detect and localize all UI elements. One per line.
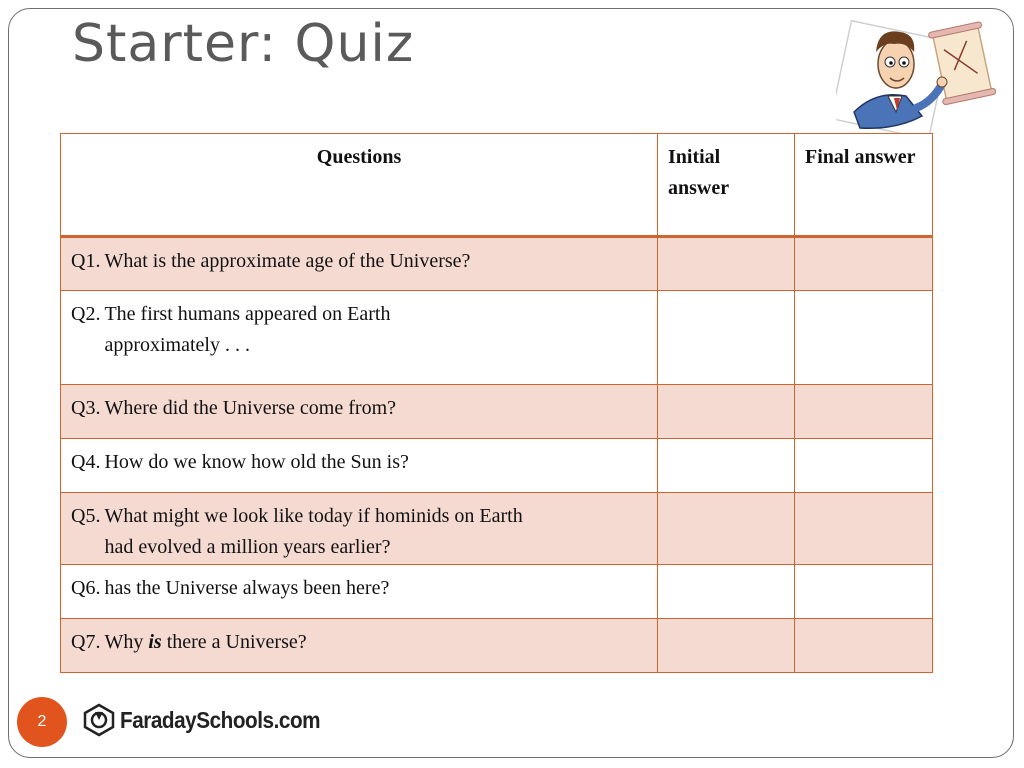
final-answer-cell[interactable] <box>795 291 933 385</box>
question-cell <box>61 619 658 673</box>
question-number: Q2. <box>71 303 101 325</box>
initial-answer-cell[interactable] <box>658 237 795 291</box>
question-text: What might we look like today if hominids on Earth had evolved a million years earlier? <box>104 505 523 558</box>
logo-text: FaradaySchools.com <box>120 706 321 733</box>
initial-answer-cell[interactable] <box>658 291 795 385</box>
faraday-logo-icon <box>82 703 116 737</box>
question-text <box>104 627 647 658</box>
scientist-cartoon-icon <box>836 12 996 137</box>
question-number: Q1. <box>71 250 101 272</box>
question-cell <box>61 291 658 385</box>
header-initial-answer: Initial answer <box>658 134 795 237</box>
question-text: The first humans appeared on Earth approximately . . . <box>104 303 391 356</box>
question-number: Q7. <box>71 631 101 653</box>
initial-answer-cell[interactable] <box>658 493 795 565</box>
question-cell <box>61 385 658 439</box>
header-questions: Questions <box>61 134 658 237</box>
question-text: Where did the Universe come from? <box>104 397 396 419</box>
question-text: What is the approximate age of the Universe? <box>104 250 471 272</box>
question-cell <box>61 237 658 291</box>
question-number: Q3. <box>71 397 101 419</box>
question-text: has the Universe always been here? <box>104 577 390 599</box>
slide-title: Starter: Quiz <box>72 14 415 74</box>
table-row <box>61 291 933 385</box>
faraday-logo <box>82 703 342 737</box>
table-row <box>61 565 933 619</box>
quiz-table <box>60 133 933 673</box>
table-row <box>61 493 933 565</box>
final-answer-cell[interactable] <box>795 619 933 673</box>
page-number-badge: 2 <box>17 697 67 747</box>
table-row <box>61 385 933 439</box>
table-row <box>61 619 933 673</box>
table-header-row <box>61 134 933 237</box>
header-final-answer: Final answer <box>795 134 933 237</box>
initial-answer-cell[interactable] <box>658 439 795 493</box>
question-text-before: Why <box>104 631 149 653</box>
question-number: Q5. <box>71 505 101 527</box>
final-answer-cell[interactable] <box>795 565 933 619</box>
question-cell <box>61 565 658 619</box>
final-answer-cell[interactable] <box>795 493 933 565</box>
question-cell <box>61 439 658 493</box>
final-answer-cell[interactable] <box>795 439 933 493</box>
final-answer-cell[interactable] <box>795 237 933 291</box>
question-number: Q6. <box>71 577 101 599</box>
question-number: Q4. <box>71 451 101 473</box>
initial-answer-cell[interactable] <box>658 619 795 673</box>
question-text-after: there a Universe? <box>161 631 307 653</box>
question-cell <box>61 493 658 565</box>
final-answer-cell[interactable] <box>795 385 933 439</box>
initial-answer-cell[interactable] <box>658 385 795 439</box>
table-row <box>61 237 933 291</box>
initial-answer-cell[interactable] <box>658 565 795 619</box>
question-text-emphasis: is <box>148 631 162 653</box>
table-row <box>61 439 933 493</box>
question-text: How do we know how old the Sun is? <box>104 451 409 473</box>
